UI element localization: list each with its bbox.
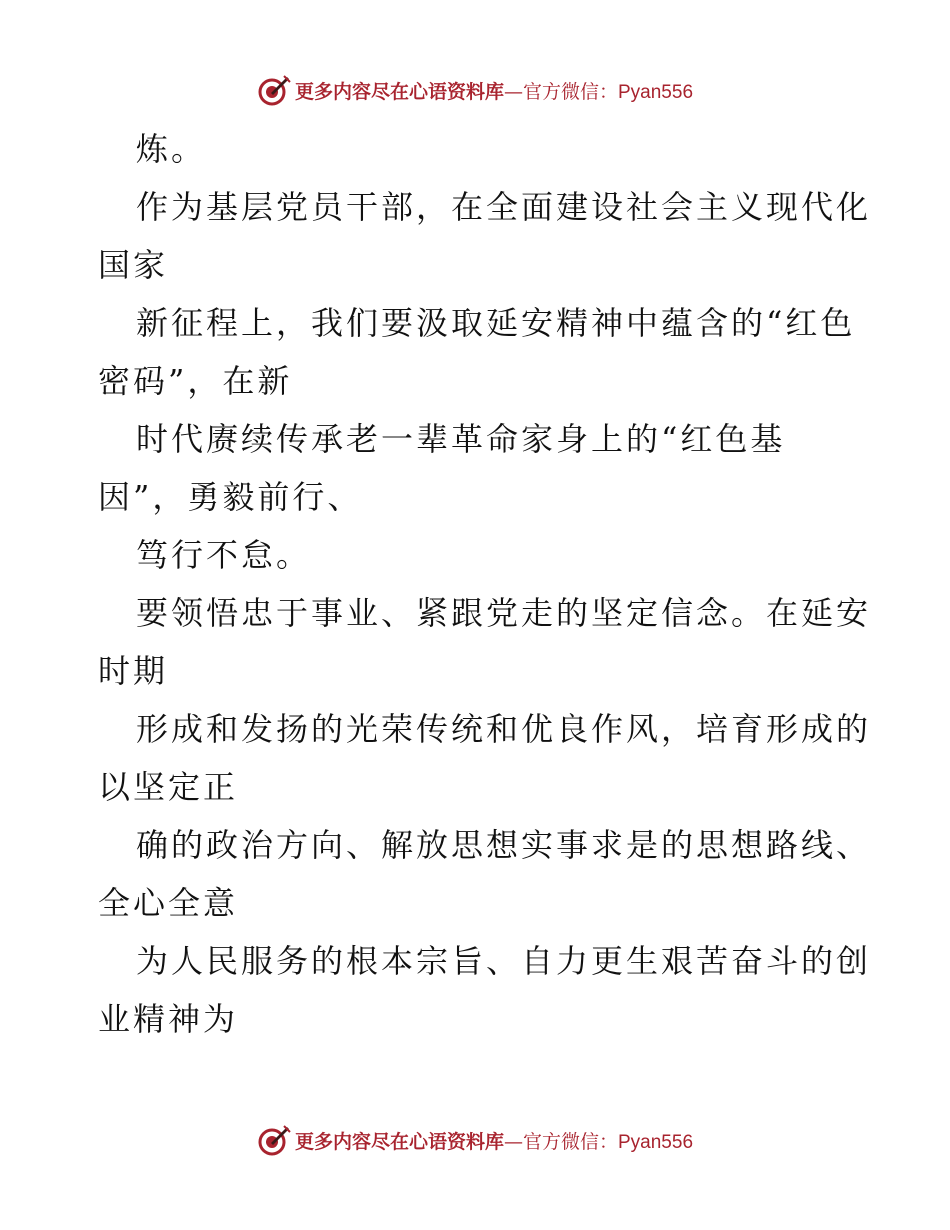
banner-text xyxy=(295,1127,693,1154)
body-line: 以坚定正 xyxy=(98,768,239,806)
banner-text xyxy=(295,77,693,104)
banner-separator: — xyxy=(504,1130,523,1153)
banner-site-text: 更多内容尽在心语资料库 xyxy=(294,80,504,103)
body-line: 作为基层党员干部，在全面建设社会主义现代化 xyxy=(136,188,872,226)
body-line: 时代赓续传承老一辈革命家身上的“红色基 xyxy=(136,420,786,458)
banner-site-text: 更多内容尽在心语资料库 xyxy=(294,1130,504,1153)
document-body xyxy=(98,120,898,1048)
footer-banner xyxy=(0,1122,950,1158)
body-line: 为人民服务的根本宗旨、自力更生艰苦奋斗的创 xyxy=(136,942,872,980)
banner-wechat-text: 官方微信：Pyan556 xyxy=(523,1131,694,1153)
header-banner xyxy=(0,72,950,108)
body-line: 全心全意 xyxy=(98,884,239,922)
body-line: 形成和发扬的光荣传统和优良作风，培育形成的 xyxy=(136,710,872,748)
body-line: 国家 xyxy=(98,246,169,284)
body-line: 新征程上，我们要汲取延安精神中蕴含的“红色 xyxy=(136,304,856,342)
body-line: 因”，勇毅前行、 xyxy=(98,478,363,516)
banner-wechat-text: 官方微信：Pyan556 xyxy=(523,81,694,103)
body-line: 炼。 xyxy=(136,130,207,168)
banner-separator: — xyxy=(504,80,523,103)
body-line: 笃行不怠。 xyxy=(136,536,312,574)
body-line: 确的政治方向、解放思想实事求是的思想路线、 xyxy=(136,826,872,864)
body-line: 要领悟忠于事业、紧跟党走的坚定信念。在延安 xyxy=(136,594,872,632)
body-line: 业精神为 xyxy=(98,1000,239,1038)
quill-pen-logo-icon xyxy=(257,73,291,107)
body-line: 密码”，在新 xyxy=(98,362,293,400)
quill-pen-logo-icon xyxy=(257,1123,291,1157)
body-line: 时期 xyxy=(98,652,169,690)
